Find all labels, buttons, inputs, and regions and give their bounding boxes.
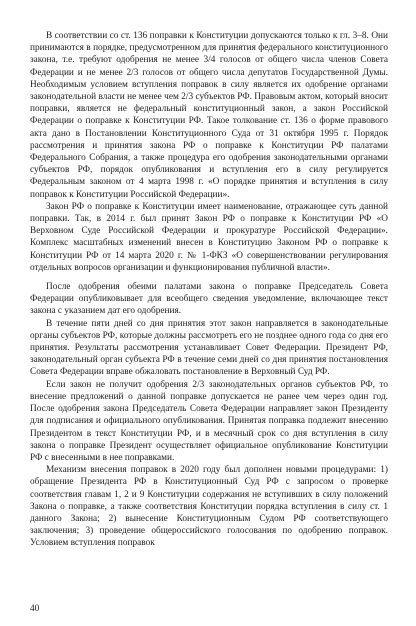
- paragraph-3: После одобрения обеими палатами закона о поправке Председатель Совета Федерации опубликовывает для всеобщего сведения уведомление, включающее текст закона с указанием дат его одобрения.: [30, 282, 388, 317]
- paragraph-6: Механизм внесения поправок в 2020 году был дополнен новыми процедурами: 1) обращение Президента РФ в Конституционный Суд РФ с запросом о проверке соответствия главам 1, 2 и 9 Конституции содержания не вступивших в силу положений Закона о поправке, а также соответствия Конституции порядка вступления в силу ст. 1 данного Закона; 2) вынесение Конституционным Судом РФ соответствующего заключения; 3) проведение общероссийского голосования по одобрению поправок. Условием вступления поправок: [30, 465, 388, 549]
- paragraph-1: В соответствии со ст. 136 поправки к Конституции допускаются только к гл. 3–8. Они принимаются в порядке, предусмотренном для принятия федерального конституционного закона, т.е. требуют одобрения не менее 3/4 голосов от общего числа членов Совета Федерации и не менее 2/3 голосов от общего числа депутатов Государственной Думы. Необходимым условием вступления поправок в силу является их одобрение органами законодательной власти не менее чем 2/3 субъектов РФ. Правовым актом, который вносит поправки, является не федеральный конституционный закон, а закон Российской Федерации о поправке к Конституции РФ. Такое толкование ст. 136 о форме правового акта дано в Постановлении Конституционного Суда от 31 октября 1995 г. Порядок рассмотрения и принятия закона РФ о поправке к Конституции РФ палатами Федерального Собрания, а также процедура его одобрения законодательными органами субъектов РФ, порядок опубликования и вступления его в силу регулируется Федеральным законом от 4 марта 1998 г. «О порядке принятия и вступления в силу поправок к Конституции Российской Федерации».: [30, 31, 388, 200]
- paragraph-4: В течение пяти дней со дня принятия этот закон направляется в законодательные органы субъектов РФ, которые должны рассмотреть его не позднее одного года со дня его принятия. Результаты рассмотрения устанавливает Совет Федерации. Президент РФ, законодательный орган субъекта РФ в течение семи дней со дня принятия постановления Совета Федерации вправе обжаловать постановление в Верховный Суд РФ.: [30, 318, 388, 378]
- page-number: 40: [30, 604, 40, 614]
- paragraph-5: Если закон не получит одобрения 2/3 законодательных органов субъектов РФ, то внесение предложений о данной поправке допускается не ранее чем через один год. После одобрения закона Председатель Совета Федерации направляет закон Президенту для подписания и официального опубликования. Принятая поправка подлежит внесению Президентом в текст Конституции РФ, и в месячный срок со дня вступления в силу закона о поправке Президент осуществляет официальное опубликование Конституции РФ с внесенными в нее поправками.: [30, 379, 388, 463]
- paragraph-2: Закон РФ о поправке к Конституции имеет наименование, отражающее суть данной поправки. Так, в 2014 г. был принят Закон РФ о поправке к Конституции РФ «О Верховном Суде Российской Федерации и прокуратуре Российской Федерации». Комплекс масштабных изменений внесен в Конституцию Законом РФ о поправке к Конституции РФ от 14 марта 2020 г. № 1-ФКЗ «О совершенствовании регулирования отдельных вопросов организации и функционирования публичной власти».: [30, 201, 388, 273]
